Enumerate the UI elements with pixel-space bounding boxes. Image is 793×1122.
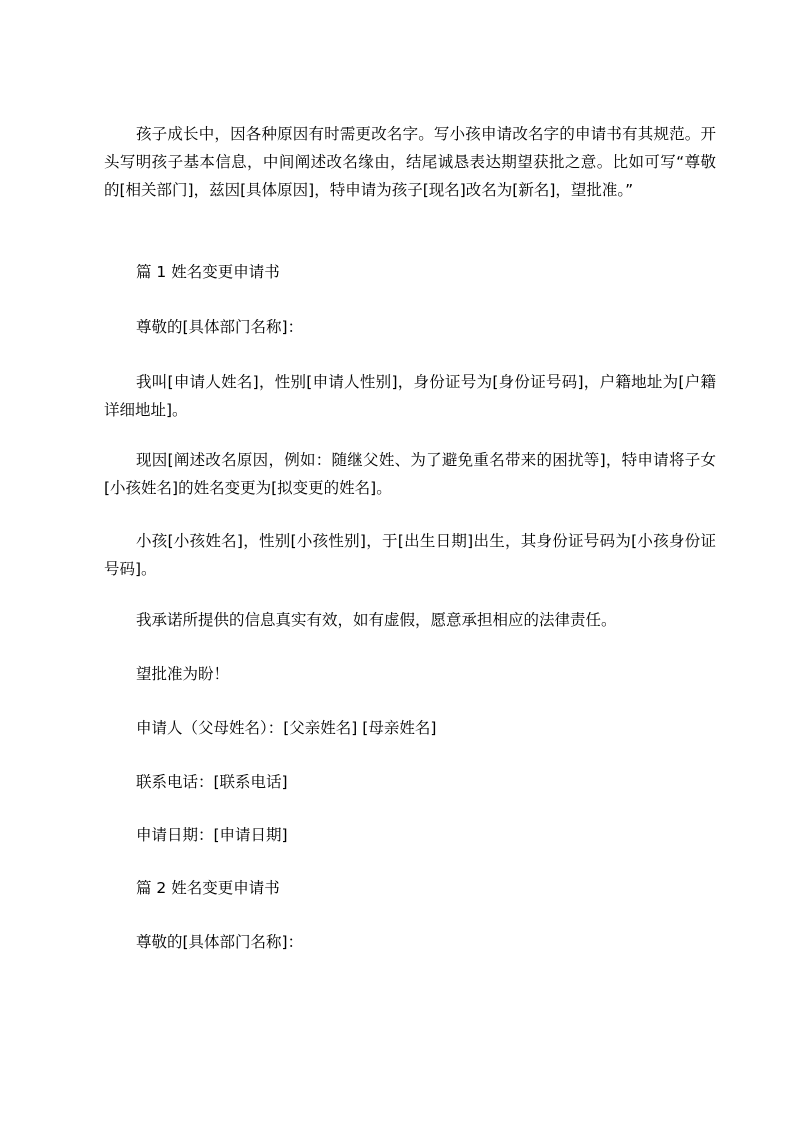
intro-paragraph: 孩子成长中，因各种原因有时需更改名字。写小孩申请改名字的申请书有其规范。开头写明孩子基本信息，中间阐述改名缘由，结尾诚恳表达期望获批之意。比如可写“尊敬的[相关部门]，兹因[具体原因]，特申请为孩子[现名]改名为[新名]，望批准。” <box>104 125 716 199</box>
section2-salutation: 尊敬的[具体部门名称]： <box>136 933 304 951</box>
section1-closing: 望批准为盼！ <box>136 665 230 683</box>
section1-salutation: 尊敬的[具体部门名称]： <box>136 318 304 336</box>
section1-phone: 联系电话：[联系电话] <box>136 773 288 791</box>
section1-paragraph-1: 我叫[申请人姓名]，性别[申请人性别]，身份证号为[身份证号码]，户籍地址为[户籍详细地址]。 <box>104 373 716 419</box>
section1-title: 篇 1 姓名变更申请书 <box>136 263 280 281</box>
section2-title: 篇 2 姓名变更申请书 <box>136 879 280 897</box>
section1-applicant: 申请人（父母姓名）：[父亲姓名] [母亲姓名] <box>136 719 437 737</box>
section1-paragraph-2: 现因[阐述改名原因，例如：随继父姓、为了避免重名带来的困扰等]，特申请将子女[小孩姓名]的姓名变更为[拟变更的姓名]。 <box>104 451 716 497</box>
section1-date: 申请日期：[申请日期] <box>136 826 288 844</box>
section1-paragraph-3: 小孩[小孩姓名]，性别[小孩性别]，于[出生日期]出生，其身份证号码为[小孩身份证号码]。 <box>104 532 716 578</box>
section1-paragraph-4: 我承诺所提供的信息真实有效，如有虚假，愿意承担相应的法律责任。 <box>136 611 617 629</box>
